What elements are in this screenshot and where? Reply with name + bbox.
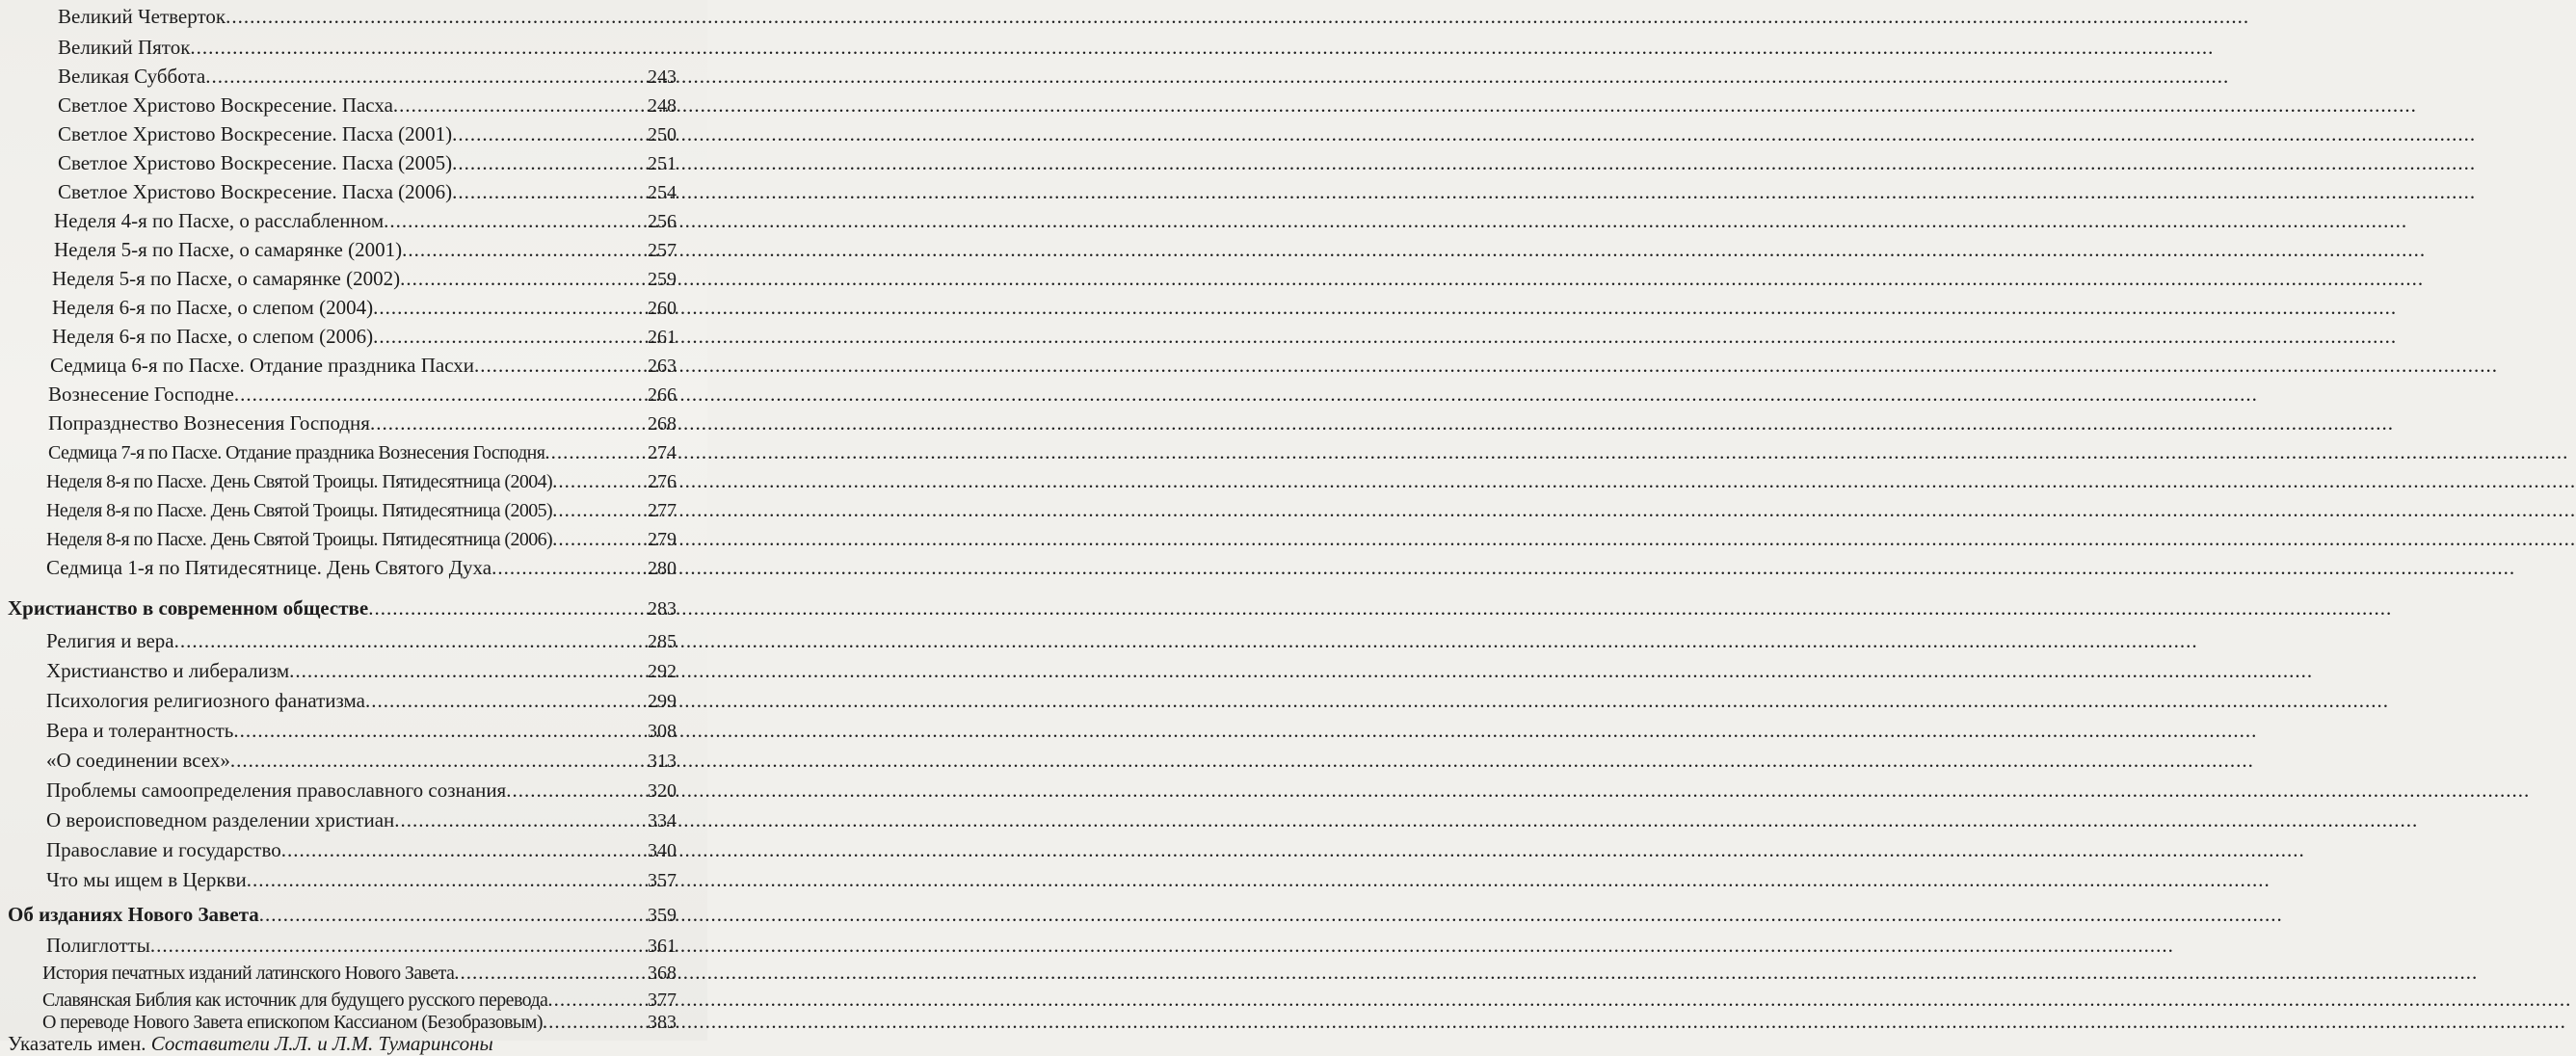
toc-entry-title: Полиглотты bbox=[46, 934, 150, 957]
toc-entry bbox=[46, 776, 677, 805]
toc-entry-title: Неделя 8-я по Пасхе. День Святой Троицы. Пятидесятница (2004) bbox=[46, 471, 553, 492]
toc-entry-page: 250 bbox=[648, 124, 677, 145]
toc-entry-page: 260 bbox=[648, 298, 677, 319]
dot-leader bbox=[552, 466, 648, 495]
dot-leader bbox=[544, 437, 648, 466]
toc-entry-page: 248 bbox=[648, 95, 677, 117]
toc-entry-page: 292 bbox=[648, 661, 677, 682]
toc-entry-title: Неделя 8-я по Пасхе. День Святой Троицы. Пятидесятница (2006) bbox=[46, 529, 553, 550]
toc-entry-page: 313 bbox=[648, 751, 677, 772]
toc-entry-title: Славянская Библия как источник для будущего русского перевода bbox=[42, 990, 548, 1011]
toc-entry bbox=[46, 656, 677, 685]
toc-entry bbox=[58, 148, 677, 177]
toc-entry bbox=[58, 2, 677, 31]
dot-leader bbox=[259, 900, 648, 929]
toc-entry bbox=[46, 553, 677, 582]
toc-entry bbox=[58, 33, 677, 62]
toc-entry-page: 259 bbox=[648, 269, 677, 290]
toc-entry-title: Неделя 5-я по Пасхе, о самарянке (2002) bbox=[52, 267, 401, 290]
toc-entry bbox=[46, 686, 677, 715]
toc-entry-page: 254 bbox=[648, 182, 677, 203]
toc-entry-page: 263 bbox=[648, 356, 677, 377]
dot-leader bbox=[281, 835, 648, 864]
dot-leader bbox=[452, 148, 648, 177]
dot-leader bbox=[384, 206, 648, 235]
toc-entry-title: Светлое Христово Воскресение. Пасха bbox=[58, 93, 393, 117]
toc-entry-page: 251 bbox=[648, 153, 677, 174]
dot-leader bbox=[452, 119, 648, 148]
toc-entry-title: Великий Пяток bbox=[58, 36, 191, 59]
toc-entry bbox=[58, 91, 677, 119]
dot-leader bbox=[552, 495, 648, 524]
toc-entry-title: Седмица 1-я по Пятидесятнице. День Святого Духа bbox=[46, 556, 492, 579]
dot-leader bbox=[234, 380, 648, 409]
toc-entry-title: Светлое Христово Воскресение. Пасха (2001) bbox=[58, 122, 453, 145]
toc-entry-title: Православие и государство bbox=[46, 838, 281, 861]
toc-entry bbox=[46, 495, 677, 524]
toc-entry bbox=[50, 351, 677, 380]
toc-entry-title: История печатных изданий латинского Нового Завета bbox=[42, 963, 455, 984]
toc-entry-page: 383 bbox=[648, 1012, 677, 1033]
toc-entry-title: Религия и вера bbox=[46, 629, 174, 652]
toc-footer bbox=[8, 1031, 677, 1055]
dot-leader bbox=[174, 626, 648, 655]
dot-leader bbox=[491, 553, 648, 582]
toc-entry bbox=[46, 524, 677, 553]
toc-entry-title: Психология религиозного фанатизма bbox=[46, 689, 365, 712]
toc-entry-page: 299 bbox=[648, 691, 677, 712]
toc-entry-title: Христианство и либерализм bbox=[46, 659, 290, 682]
toc-entry-title: О переводе Нового Завета епископом Кассианом (Безобразовым) bbox=[42, 1012, 543, 1033]
dot-leader bbox=[233, 716, 648, 745]
toc-entry-page: 320 bbox=[648, 780, 677, 802]
toc-entry-title: Светлое Христово Воскресение. Пасха (2006) bbox=[58, 180, 453, 203]
toc-entry-page: 368 bbox=[648, 963, 677, 984]
toc-entry-title: Великая Суббота bbox=[58, 65, 206, 88]
dot-leader bbox=[230, 746, 648, 775]
toc-entry bbox=[52, 293, 677, 322]
toc-entry-title: Вознесение Господне bbox=[48, 383, 234, 406]
toc-entry-title: Неделя 8-я по Пасхе. День Святой Троицы. Пятидесятница (2005) bbox=[46, 500, 553, 521]
toc-entry bbox=[46, 626, 677, 655]
section-page: 283 bbox=[648, 598, 677, 620]
toc-entry-title: Вера и толерантность bbox=[46, 719, 234, 742]
toc-entry-title: Неделя 6-я по Пасхе, о слепом (2004) bbox=[52, 296, 374, 319]
toc-entry bbox=[46, 865, 677, 894]
toc-entry bbox=[46, 746, 677, 775]
toc-entry bbox=[48, 437, 677, 466]
toc-entry bbox=[54, 206, 677, 235]
toc-entry-page: 274 bbox=[648, 442, 677, 463]
toc-entry bbox=[46, 716, 677, 745]
toc-entry-title: Проблемы самоопределения православного сознания bbox=[46, 779, 507, 802]
toc-entry-title: Седмица 7-я по Пасхе. Отдание праздника Вознесения Господня bbox=[48, 442, 545, 463]
section-page: 359 bbox=[648, 905, 677, 926]
toc-entry-page: 277 bbox=[648, 500, 677, 521]
dot-leader bbox=[205, 62, 648, 91]
dot-leader bbox=[373, 322, 648, 351]
toc-entry-page: 257 bbox=[648, 240, 677, 261]
toc-entry-title: Светлое Христово Воскресение. Пасха (2005) bbox=[58, 151, 453, 174]
toc-entry-page: 377 bbox=[648, 990, 677, 1011]
toc-entry-title: Великий Четверток bbox=[58, 5, 226, 28]
dot-leader bbox=[400, 264, 648, 293]
toc-entry-page: 243 bbox=[648, 66, 677, 88]
dot-leader bbox=[454, 958, 648, 987]
section-title: Об изданиях Нового Завета bbox=[8, 903, 259, 926]
toc-entry-title: «О соединении всех» bbox=[46, 749, 230, 772]
toc-entry bbox=[48, 380, 677, 409]
footer-compilers: Составители Л.Л. и Л.М. Тумаринсоны bbox=[150, 1032, 493, 1055]
toc-entry bbox=[58, 62, 677, 91]
dot-leader bbox=[368, 594, 648, 622]
dot-leader bbox=[474, 351, 648, 380]
toc-entry-title: Неделя 6-я по Пасхе, о слепом (2006) bbox=[52, 325, 374, 348]
toc-entry bbox=[52, 264, 677, 293]
toc-entry-page: 268 bbox=[648, 413, 677, 435]
toc-entry-title: Седмица 6-я по Пасхе. Отдание праздника Пасхи bbox=[50, 354, 475, 377]
toc-entry-title: Попразднество Вознесения Господня bbox=[48, 411, 370, 435]
toc-entry bbox=[42, 958, 677, 987]
dot-leader bbox=[506, 776, 648, 805]
toc-entry-page: 261 bbox=[648, 327, 677, 348]
section-title: Христианство в современном обществе bbox=[8, 596, 369, 620]
dot-leader bbox=[370, 409, 648, 437]
dot-leader bbox=[289, 656, 648, 685]
toc-entry-page: 276 bbox=[648, 471, 677, 492]
toc-entry-page: 256 bbox=[648, 211, 677, 232]
dot-leader bbox=[543, 1011, 648, 1032]
dot-leader bbox=[393, 91, 648, 119]
footer-label: Указатель имен. bbox=[8, 1032, 146, 1055]
toc-entry bbox=[46, 835, 677, 864]
dot-leader bbox=[394, 805, 648, 834]
dot-leader bbox=[373, 293, 648, 322]
toc-entry-page: 361 bbox=[648, 936, 677, 957]
toc-entry bbox=[52, 322, 677, 351]
toc-entry-page: 308 bbox=[648, 721, 677, 742]
toc-entry bbox=[48, 409, 677, 437]
toc-entry-page: 266 bbox=[648, 384, 677, 406]
dot-leader bbox=[150, 931, 648, 960]
toc-section-heading bbox=[8, 900, 677, 929]
toc-entry bbox=[42, 1011, 677, 1032]
toc-entry-page: 285 bbox=[648, 631, 677, 652]
toc-entry-page: 280 bbox=[648, 558, 677, 579]
toc-entry bbox=[46, 466, 677, 495]
dot-leader bbox=[247, 865, 648, 894]
toc-entry-title: Неделя 4-я по Пасхе, о расслабленном bbox=[54, 209, 385, 232]
book-page bbox=[0, 0, 707, 1055]
toc-entry bbox=[58, 177, 677, 206]
toc-entry-page: 334 bbox=[648, 810, 677, 832]
dot-leader bbox=[452, 177, 648, 206]
toc-section-heading bbox=[8, 594, 677, 622]
toc-entry-page: 340 bbox=[648, 840, 677, 861]
toc-entry-title: Что мы ищем в Церкви bbox=[46, 868, 247, 891]
toc-entry-page: 357 bbox=[648, 870, 677, 891]
toc-entry-page: 279 bbox=[648, 529, 677, 550]
toc-entry-title: Неделя 5-я по Пасхе, о самарянке (2001) bbox=[54, 238, 403, 261]
dot-leader bbox=[402, 235, 648, 264]
dot-leader bbox=[552, 524, 648, 553]
dot-leader bbox=[190, 33, 677, 62]
toc-entry bbox=[58, 119, 677, 148]
dot-leader bbox=[365, 686, 648, 715]
toc-entry bbox=[54, 235, 677, 264]
dot-leader bbox=[226, 2, 677, 31]
toc-entry-title: О вероисповедном разделении христиан bbox=[46, 808, 395, 832]
toc-entry bbox=[46, 805, 677, 834]
toc-entry bbox=[46, 931, 677, 960]
